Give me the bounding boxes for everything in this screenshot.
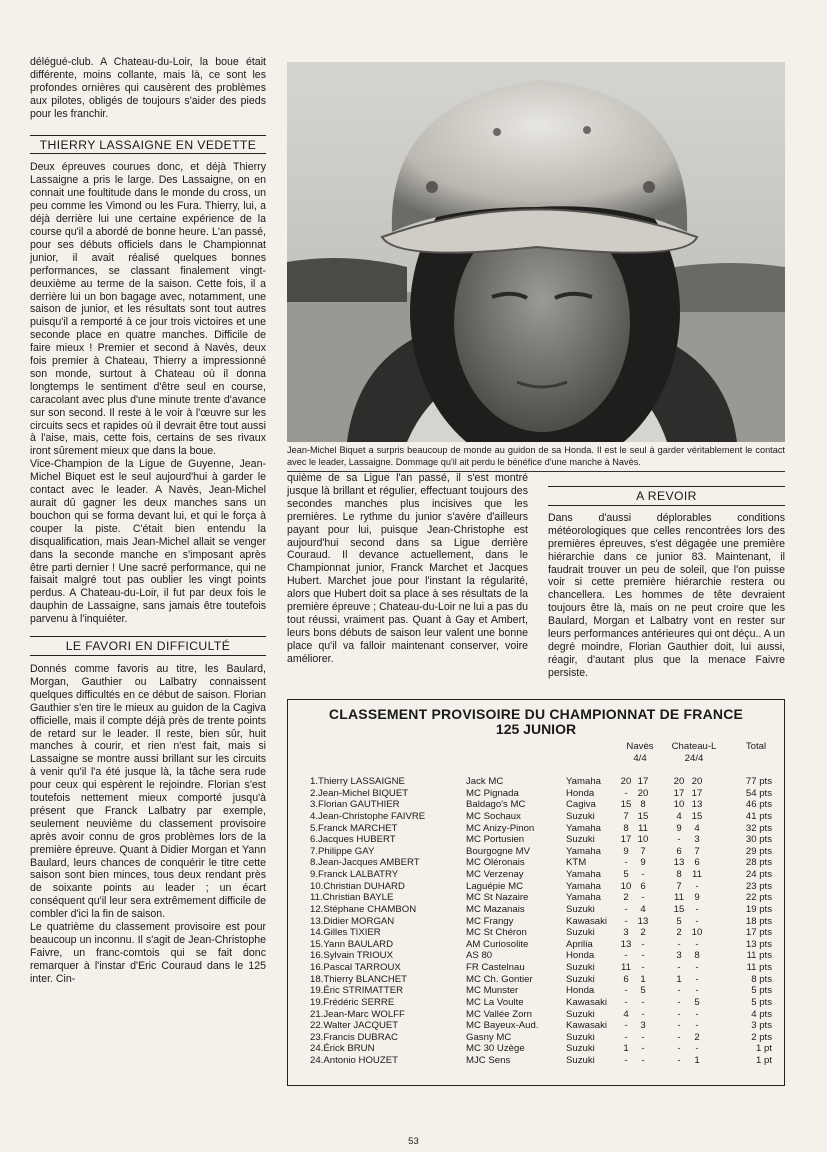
score-naves-1: 8 xyxy=(623,822,629,834)
standings-table xyxy=(287,699,785,1086)
score-naves-2: - xyxy=(641,869,645,881)
total-points: 22 pts xyxy=(745,892,772,904)
score-naves-2: - xyxy=(641,938,645,950)
header-total: Total xyxy=(745,741,767,752)
rider-club: FR Castelnau xyxy=(466,962,525,974)
paragraph-biquet: Vice-Champion de la Ligue de Guyenne, Jean-Michel Biquet est le seul aujourd'hui à garder le contact avec le leader. A Navès, Jean-Michel aurait dû gagner les deux manches sans un bouchon qui se forma devant lui, et qui le força à couper la piste. C'était bien entendu la disqualification, mais Jean-Michel allait se venger dans la seconde manche en s'imposant après être parti dernier ! Une sacré performance, qui ne faisait malgré tout pas oublier les vingt points perdus. A Chateau-du-Loir, il fut par deux fois le dauphin de Lassaigne, sans jamais être toutefois parvenu à l'inquiéter. xyxy=(30,458,266,626)
section-heading-vedette: THIERRY LASSAIGNE EN VEDETTE xyxy=(30,135,266,155)
rider-name: 10.Christian DUHARD xyxy=(310,880,405,892)
total-points: 3 pts xyxy=(751,1020,772,1032)
score-naves-1: 6 xyxy=(623,973,629,985)
score-chateau-2: 11 xyxy=(692,869,702,881)
total-points: 41 pts xyxy=(745,810,772,822)
score-chateau-2: - xyxy=(695,973,699,985)
rider-club: Bourgogne MV xyxy=(466,845,530,857)
table-row xyxy=(288,939,784,951)
rider-name: 4.Jean-Christophe FAIVRE xyxy=(310,810,426,822)
score-naves-2: 9 xyxy=(640,857,646,869)
table-row xyxy=(288,962,784,974)
table-row xyxy=(288,916,784,928)
score-naves-1: 3 xyxy=(623,927,629,939)
score-naves-2: 7 xyxy=(640,845,646,857)
score-naves-1: 5 xyxy=(623,869,629,881)
rider-make: Aprilia xyxy=(566,938,593,950)
score-naves-1: 11 xyxy=(621,962,631,974)
table-row xyxy=(288,788,784,800)
header-naves: Navès xyxy=(626,741,654,752)
rider-name: 18.Thierry BLANCHET xyxy=(310,973,408,985)
score-chateau-1: - xyxy=(677,1031,681,1043)
rider-name: 15.Yann BAULARD xyxy=(310,938,394,950)
score-naves-2: - xyxy=(641,1008,645,1020)
score-chateau-2: 15 xyxy=(691,810,703,822)
score-chateau-2: 13 xyxy=(691,799,703,811)
score-chateau-2: - xyxy=(695,938,699,950)
table-row xyxy=(288,904,784,916)
paragraph-favoris: Donnés comme favoris au titre, les Baulard, Morgan, Gauthier ou Lalbatry connaissent quelques difficultés en ce début de saison. Florian Gauthier s'en tire le mieux au guidon de la Cagiva officielle, mais il compte déjà près de trente points de retard sur le leader. Il reste, bien sûr, huit manches à courir, et rien n'est fait, mais si Lassaigne se montre aussi brillant sur les circuits à venir qu'il l'a été jusque là, la tâche sera rude pour ceux qui espèrent le rejoindre. Florian s'est toutefois nettement mieux comporté jusqu'à présent que Franck Lalbatry par exemple, seulement neuvième du classement provisoire après avoir connu de gros problèmes lors de la première épreuve. Quant à Didier Morgan et Yann Baulard, leurs chances de conquérir le titre cette saison sont bien minces, tous deux rendant près de soixante points au leader ; un écart conséquent qu'il leur sera extrêmement difficile de combler d'ici la fin de saison. xyxy=(30,662,266,921)
score-naves-1: 7 xyxy=(623,810,629,822)
score-chateau-2: 5 xyxy=(694,996,700,1008)
article-column-right xyxy=(548,486,785,680)
article-column-middle xyxy=(287,472,528,666)
score-naves-2: 6 xyxy=(640,880,646,892)
rider-make: Suzuki xyxy=(566,1055,595,1067)
total-points: 29 pts xyxy=(745,845,772,857)
score-chateau-2: 2 xyxy=(694,1031,700,1043)
rider-club: MC Vallée Zorn xyxy=(466,1008,532,1020)
table-row xyxy=(288,881,784,893)
score-naves-2: - xyxy=(641,1031,645,1043)
total-points: 5 pts xyxy=(751,985,772,997)
rider-make: Yamaha xyxy=(566,845,602,857)
score-chateau-1: - xyxy=(677,1043,681,1055)
rider-make: Cagiva xyxy=(566,799,596,811)
rider-make: Kawasaki xyxy=(566,915,608,927)
rider-club: MC St Nazaire xyxy=(466,892,529,904)
table-row xyxy=(288,857,784,869)
score-chateau-1: - xyxy=(677,938,681,950)
score-chateau-2: 1 xyxy=(694,1055,700,1067)
total-points: 11 pts xyxy=(746,962,772,974)
rider-club: Gasny MC xyxy=(466,1031,512,1043)
score-chateau-2: 17 xyxy=(691,787,703,799)
score-chateau-1: 5 xyxy=(676,915,682,927)
total-points: 11 pts xyxy=(746,950,772,962)
table-row xyxy=(288,834,784,846)
rider-club: AM Curiosolite xyxy=(466,938,529,950)
rider-make: Honda xyxy=(566,950,595,962)
score-chateau-1: 13 xyxy=(673,857,685,869)
score-chateau-2: - xyxy=(695,880,699,892)
rider-make: Suzuki xyxy=(566,903,595,915)
score-naves-2: 11 xyxy=(638,822,648,834)
rider-name: 3.Florian GAUTHIER xyxy=(310,799,400,811)
total-points: 32 pts xyxy=(745,822,772,834)
rider-make: Honda xyxy=(566,985,595,997)
score-chateau-1: - xyxy=(677,834,681,846)
score-naves-1: 17 xyxy=(620,834,632,846)
rider-name: 12.Stéphane CHAMBON xyxy=(310,903,417,915)
score-chateau-1: 8 xyxy=(676,869,682,881)
total-points: 5 pts xyxy=(751,996,772,1008)
rider-make: Suzuki xyxy=(566,810,595,822)
score-chateau-1: 3 xyxy=(676,950,682,962)
score-chateau-2: 10 xyxy=(691,927,703,939)
table-subtitle: 125 JUNIOR xyxy=(495,721,577,737)
rider-make: Suzuki xyxy=(566,927,595,939)
rider-name: 14.Gilles TIXIER xyxy=(310,927,381,939)
score-chateau-1: - xyxy=(677,985,681,997)
score-naves-1: - xyxy=(624,857,628,869)
score-chateau-1: 11 xyxy=(674,892,684,904)
total-points: 8 pts xyxy=(751,973,772,985)
rider-make: Suzuki xyxy=(566,1043,595,1055)
rider-club: MC Ch. Gontier xyxy=(466,973,533,985)
score-naves-1: 2 xyxy=(623,892,629,904)
score-naves-1: - xyxy=(624,950,628,962)
table-row xyxy=(288,1032,784,1044)
score-naves-2: 15 xyxy=(637,810,649,822)
score-naves-2: 2 xyxy=(640,927,646,939)
score-chateau-2: 3 xyxy=(694,834,700,846)
score-naves-2: - xyxy=(641,950,645,962)
score-naves-1: - xyxy=(624,787,628,799)
rider-club: MC Verzenay xyxy=(466,869,524,881)
score-chateau-1: 6 xyxy=(676,845,682,857)
score-naves-2: - xyxy=(641,1055,645,1067)
rider-club: MC Bayeux-Aud. xyxy=(466,1020,539,1032)
score-naves-2: 4 xyxy=(640,903,646,915)
score-chateau-2: 8 xyxy=(694,950,700,962)
score-chateau-2: - xyxy=(695,985,699,997)
score-naves-1: 15 xyxy=(620,799,632,811)
total-points: 4 pts xyxy=(751,1008,772,1020)
table-row xyxy=(288,985,784,997)
score-naves-1: 4 xyxy=(623,1008,629,1020)
rider-make: Kawasaki xyxy=(566,1020,608,1032)
rider-club: MC Anizy-Pinon xyxy=(466,822,535,834)
photo-caption: Jean-Michel Biquet a surpris beaucoup de monde au guidon de sa Honda. Il est le seul à garder véritablement le contact avec le leader, Lassaigne. Dommage qu'il ait perdu le bénéfice d'une manche à Navès. xyxy=(287,445,785,467)
rider-club: MJC Sens xyxy=(466,1055,511,1067)
score-naves-2: - xyxy=(641,892,645,904)
rider-make: Yamaha xyxy=(566,892,602,904)
rider-name: 8.Jean-Jacques AMBERT xyxy=(310,857,420,869)
score-naves-1: - xyxy=(624,1055,628,1067)
score-chateau-2: 6 xyxy=(694,857,700,869)
table-row xyxy=(288,927,784,939)
page-number: 53 xyxy=(408,1136,419,1147)
total-points: 2 pts xyxy=(751,1031,772,1043)
rider-make: Suzuki xyxy=(566,973,595,985)
total-points: 30 pts xyxy=(745,834,772,846)
paragraph-continuation: quième de sa Ligue l'an passé, il s'est montré jusque là brillant et régulier, effectuant toujours des secondes manches plus incisives que les premières. Le rythme du junior s'avère d'ailleurs payant pour lui, puisque Jean-Christophe est aujourd'hui second dans sa Ligue derrière Couraud. Il devance actuellement, dans le Championnat junior, Franck Marchet et Jacques Hubert. Marchet joue pour l'instant la régularité, alors que Hubert doit sa place à ses résultats de la première épreuve ; Chateau-du-Loir ne lui a pas du tout réussi, vraiment pas. Quant à Gay et Ambert, leurs bons débuts de saison leur valent une bonne place qu'il va falloir maintenant conserver, voire améliorer. xyxy=(287,472,528,665)
rider-make: Suzuki xyxy=(566,834,595,846)
score-chateau-2: - xyxy=(695,1008,699,1020)
score-chateau-2: 20 xyxy=(691,776,703,787)
score-naves-2: 17 xyxy=(637,776,649,787)
score-naves-2: 8 xyxy=(640,799,646,811)
table-title: CLASSEMENT PROVISOIRE DU CHAMPIONNAT DE FRANCE xyxy=(328,706,744,722)
score-naves-1: 9 xyxy=(623,845,629,857)
table-row xyxy=(288,1055,784,1067)
rider-club: MC La Voulte xyxy=(466,996,524,1008)
table-row xyxy=(288,1020,784,1032)
rider-name: 1.Thierry LASSAIGNE xyxy=(310,776,405,787)
header-chateau-date: 24/4 xyxy=(684,753,704,764)
rider-make: Suzuki xyxy=(566,962,595,974)
score-naves-1: 20 xyxy=(620,776,632,787)
score-chateau-1: - xyxy=(677,996,681,1008)
rider-club: MC Pignada xyxy=(466,787,519,799)
total-points: 28 pts xyxy=(745,857,772,869)
score-chateau-1: - xyxy=(677,1055,681,1067)
score-naves-1: - xyxy=(624,1031,628,1043)
article-column-left xyxy=(30,56,266,986)
intro-paragraph: délégué-club. A Chateau-du-Loir, la boue était différente, moins collante, mais là, ce sont les profondes ornières qui causèrent des problèmes aux pilotes, obligés de toujours s'aider des pieds pour les franchir. xyxy=(30,56,266,120)
total-points: 19 pts xyxy=(745,903,772,915)
rider-name: 6.Jacques HUBERT xyxy=(310,834,396,846)
rider-name: 24.Antonio HOUZET xyxy=(310,1055,398,1067)
table-row xyxy=(288,1043,784,1055)
total-points: 18 pts xyxy=(745,915,772,927)
rider-make: Yamaha xyxy=(566,880,602,892)
rider-helmet-photo xyxy=(287,62,785,442)
rider-name: 19.Éric STRIMATTER xyxy=(310,985,404,997)
score-naves-1: - xyxy=(624,903,628,915)
rider-club: MC Oléronais xyxy=(466,857,525,869)
score-naves-2: - xyxy=(641,962,645,974)
score-chateau-1: 9 xyxy=(676,822,682,834)
rider-make: KTM xyxy=(566,857,587,869)
score-chateau-1: - xyxy=(677,1008,681,1020)
rider-club: MC Frangy xyxy=(466,915,514,927)
total-points: 13 pts xyxy=(745,938,772,950)
paragraph-faivre: Le quatrième du classement provisoire est pour beaucoup un inconnu. Il s'agit de Jean-Christophe Faivre, un franc-comtois qui se fait donc remarquer à l'instar d'Eric Couraud dans le 125 inter. Cin- xyxy=(30,921,266,985)
score-naves-1: 1 xyxy=(623,1043,629,1055)
score-chateau-2: 4 xyxy=(694,822,700,834)
score-naves-1: 13 xyxy=(620,938,632,950)
total-points: 54 pts xyxy=(745,787,772,799)
table-row xyxy=(288,974,784,986)
table-row xyxy=(288,846,784,858)
rider-club: Jack MC xyxy=(466,776,504,787)
table-row xyxy=(288,776,784,788)
score-chateau-2: - xyxy=(695,1043,699,1055)
score-chateau-2: - xyxy=(695,903,699,915)
total-points: 46 pts xyxy=(745,799,772,811)
rider-club: MC Mazanais xyxy=(466,903,525,915)
rider-club: MC Sochaux xyxy=(466,810,521,822)
rider-name: 24.Érick BRUN xyxy=(310,1043,375,1055)
score-chateau-2: - xyxy=(695,1020,699,1032)
total-points: 24 pts xyxy=(745,869,772,881)
table-row xyxy=(288,869,784,881)
rider-name: 11.Christian BAYLE xyxy=(310,892,394,904)
rider-club: MC Portusien xyxy=(466,834,525,846)
score-naves-2: 10 xyxy=(637,834,649,846)
score-chateau-1: 10 xyxy=(673,799,685,811)
section-heading-favori: LE FAVORI EN DIFFICULTÉ xyxy=(30,636,266,656)
score-chateau-2: - xyxy=(695,915,699,927)
table-row xyxy=(288,950,784,962)
score-naves-1: - xyxy=(624,1020,628,1032)
total-points: 17 pts xyxy=(745,927,772,939)
table-row xyxy=(288,1009,784,1021)
score-chateau-1: - xyxy=(677,962,681,974)
table-row xyxy=(288,799,784,811)
section-heading-revoir: A REVOIR xyxy=(548,486,785,506)
score-chateau-1: 1 xyxy=(676,973,682,985)
paragraph-revoir: Dans d'aussi déplorables conditions météorologiques que celles rencontrées lors des premières épreuves, s'est dégagée une première hiérarchie dans ce junior 83. Maintenant, il faudrait trouver un peu de soleil, que l'on puisse voir si cette première hiérarchie restera ou chancellera. Les hommes de tête devraient toujours être là, mais on ne peut croire que les Baulard, Morgan et Lalbatry vont en rester sur leurs performances antérieures qui ont déçu.. A un degré moindre, Florian Gauthier doit, lui aussi, réagir, d'autant plus que la menace Faivre persiste. xyxy=(548,511,785,679)
rider-club: MC 30 Uzège xyxy=(466,1043,525,1055)
score-naves-2: - xyxy=(641,996,645,1008)
rider-name: 9.Franck LALBATRY xyxy=(310,869,399,881)
score-naves-2: 13 xyxy=(637,915,649,927)
table-row xyxy=(288,823,784,835)
table-row xyxy=(288,892,784,904)
score-chateau-1: 20 xyxy=(673,776,685,787)
rider-name: 2.Jean-Michel BIQUET xyxy=(310,787,409,799)
rider-name: 16.Pascal TARROUX xyxy=(310,962,401,974)
rider-name: 21.Jean-Marc WOLFF xyxy=(310,1008,405,1020)
paragraph-lassaigne: Deux épreuves courues donc, et déjà Thierry Lassaigne a pris le large. Des Lassaigne, on en connait une foultitude dans le monde du cross, un peu comme les Vimond ou les Fura. Thierry, lui, a déjà derrière lui une certaine expérience de la course qu'il a abordé de bonne heure. L'an passé, pour ses débuts officiels dans le Championnat junior, il avait réalisé quelques bonnes performances, se classant finalement vingt-deuxième au terme de la saison. Cette fois, il a derrière lui un bon bagage avec, notamment, une saison de junior, et les résultats sont tout autres puisqu'il a remporté à ce jour trois victoires et une seconde place en quatre manches. Difficile de faire mieux ! Premier et second à Navès, deux fois premier à Chateau, Thierry a impressionné son monde, surtout à Chateau où il donna longtemps le sentiment d'être seul en course, caracolant avec plus d'une minute trente d'avance sur son second. Il reste à le voir à l'œuvre sur les circuits secs et rapides où il devrait être tout aussi à l'aise, mais, cette fois, certains de ses rivaux iront sûrement mieux que dans la boue. xyxy=(30,161,266,458)
score-chateau-1: - xyxy=(677,1020,681,1032)
rider-make: Yamaha xyxy=(566,869,602,881)
score-chateau-1: 17 xyxy=(673,787,685,799)
total-points: 1 pt xyxy=(755,1043,772,1055)
rider-make: Yamaha xyxy=(566,776,602,787)
rider-name: 16.Sylvain TRIOUX xyxy=(310,950,393,962)
rider-name: 22.Walter JACQUET xyxy=(310,1020,399,1032)
score-naves-2: - xyxy=(641,1043,645,1055)
score-naves-2: 3 xyxy=(640,1020,646,1032)
rider-name: 19.Frédéric SERRE xyxy=(310,996,395,1008)
score-chateau-1: 4 xyxy=(676,810,682,822)
rider-make: Honda xyxy=(566,787,595,799)
score-chateau-2: - xyxy=(695,962,699,974)
score-chateau-1: 15 xyxy=(673,903,685,915)
score-chateau-1: 2 xyxy=(676,927,682,939)
table-row xyxy=(288,997,784,1009)
score-chateau-1: 7 xyxy=(676,880,682,892)
score-naves-2: 5 xyxy=(640,985,646,997)
score-naves-2: 1 xyxy=(640,973,646,985)
score-naves-1: - xyxy=(624,915,628,927)
rider-club: Laguépie MC xyxy=(466,880,524,892)
header-chateau: Chateau-L xyxy=(671,741,717,752)
rider-club: MC Munster xyxy=(466,985,519,997)
rider-make: Suzuki xyxy=(566,1031,595,1043)
score-naves-1: - xyxy=(624,996,628,1008)
rider-name: 5.Franck MARCHET xyxy=(310,822,398,834)
rider-club: Baldago's MC xyxy=(466,799,526,811)
score-naves-1: 10 xyxy=(620,880,632,892)
rider-name: 23.Francis DUBRAC xyxy=(310,1031,398,1043)
rider-name: 7.Philippe GAY xyxy=(310,845,375,857)
rider-make: Suzuki xyxy=(566,1008,595,1020)
total-points: 1 pt xyxy=(755,1055,772,1067)
score-naves-2: 20 xyxy=(637,787,649,799)
rider-make: Yamaha xyxy=(566,822,602,834)
rider-club: AS 80 xyxy=(466,950,493,962)
score-chateau-2: 9 xyxy=(694,892,700,904)
score-naves-1: - xyxy=(624,985,628,997)
rider-name: 13.Didier MORGAN xyxy=(310,915,395,927)
rider-club: MC St Chéron xyxy=(466,927,527,939)
total-points: 23 pts xyxy=(745,880,772,892)
table-row xyxy=(288,811,784,823)
header-naves-date: 4/4 xyxy=(633,753,647,764)
rider-make: Kawasaki xyxy=(566,996,608,1008)
score-chateau-2: 7 xyxy=(694,845,700,857)
total-points: 77 pts xyxy=(745,776,772,787)
